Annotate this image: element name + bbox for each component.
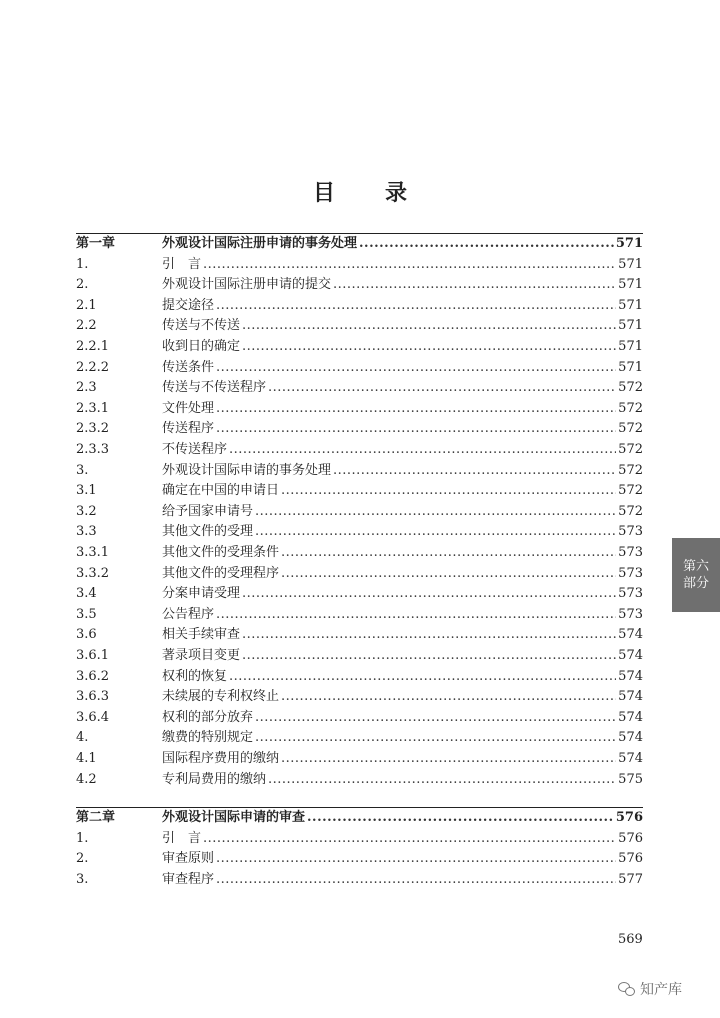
toc-row[interactable] <box>76 296 643 316</box>
toc-label: 外观设计国际注册申请的提交 <box>162 277 332 293</box>
toc-row[interactable] <box>76 378 643 398</box>
toc-label: 传送条件 <box>162 359 215 375</box>
toc-leader-dots <box>281 564 616 584</box>
toc-page-number: 573 <box>618 606 643 622</box>
toc-page-number: 571 <box>615 236 643 251</box>
toc-row[interactable] <box>76 255 643 275</box>
section-tab <box>672 538 720 612</box>
toc-number: 2.3.1 <box>76 400 110 416</box>
toc-label: 确定在中国的申请日 <box>162 483 280 499</box>
toc-leader-dots <box>281 543 616 563</box>
toc-row[interactable] <box>76 461 643 481</box>
toc-page-number: 574 <box>618 689 643 705</box>
toc-row[interactable] <box>76 337 643 357</box>
toc-number: 3.5 <box>76 606 97 622</box>
toc-page-number: 574 <box>618 751 643 766</box>
toc-chapter-row[interactable] <box>76 808 643 828</box>
toc-leader-dots <box>216 296 616 316</box>
toc-label: 分案申请受理 <box>162 586 241 602</box>
toc-label: 权利的部分放弃 <box>162 709 254 725</box>
toc-label: 未续展的专利权终止 <box>162 689 280 705</box>
toc-label: 公告程序 <box>162 606 215 622</box>
toc-page-number: 572 <box>618 483 643 499</box>
toc-label: 不传送程序 <box>162 442 228 457</box>
toc-page-number: 572 <box>618 380 643 396</box>
toc-number: 1. <box>76 256 89 272</box>
toc-row[interactable] <box>76 275 643 295</box>
toc-label: 传送与不传送 <box>162 318 241 334</box>
toc-number: 3.3 <box>76 524 97 540</box>
toc-leader-dots <box>203 255 616 275</box>
toc-leader-dots <box>333 461 616 481</box>
toc-number: 3. <box>76 871 89 887</box>
toc-label: 权利的恢复 <box>162 668 228 684</box>
toc-leader-dots <box>216 399 616 419</box>
page-title: 目 录 <box>312 180 421 206</box>
toc-number: 2. <box>76 851 89 867</box>
toc-page-number: 574 <box>618 730 643 746</box>
toc-leader-dots <box>307 808 614 828</box>
toc-row[interactable] <box>76 687 643 707</box>
toc-leader-dots <box>333 275 616 295</box>
toc-leader-dots <box>216 870 616 890</box>
toc-label: 引 言 <box>162 256 202 272</box>
toc-leader-dots <box>255 708 616 728</box>
toc-leader-dots <box>216 605 616 625</box>
toc-page-number: 573 <box>618 565 643 581</box>
toc-number: 3.2 <box>76 503 97 519</box>
toc-number: 3. <box>76 462 89 478</box>
toc-number: 3.1 <box>76 483 97 499</box>
toc-row[interactable] <box>76 829 643 849</box>
toc-number: 2.2.1 <box>76 339 110 354</box>
toc-leader-dots <box>229 440 616 460</box>
toc-row[interactable] <box>76 646 643 666</box>
toc-number: 3.3.1 <box>76 545 110 560</box>
toc-page-number: 572 <box>618 421 643 437</box>
toc-row[interactable] <box>76 419 643 439</box>
toc-page-number: 572 <box>618 400 643 416</box>
toc-leader-dots <box>242 584 616 604</box>
toc-label: 其他文件的受理 <box>162 524 254 540</box>
toc-leader-dots <box>242 646 616 666</box>
toc-page-number: 573 <box>618 545 643 560</box>
toc-row[interactable] <box>76 749 643 769</box>
toc-number: 2.3.3 <box>76 442 110 457</box>
toc-row[interactable] <box>76 870 643 890</box>
toc-number: 第二章 <box>76 810 116 825</box>
toc-page-number: 571 <box>618 297 643 313</box>
toc-number: 3.6.3 <box>76 689 110 705</box>
toc-leader-dots <box>216 849 616 869</box>
toc-label: 其他文件的受理条件 <box>162 545 280 560</box>
toc-page-number: 571 <box>618 277 643 293</box>
toc-page-number: 571 <box>618 339 643 354</box>
toc-row[interactable] <box>76 502 643 522</box>
toc-row[interactable] <box>76 605 643 625</box>
toc-row[interactable] <box>76 564 643 584</box>
toc-row[interactable] <box>76 770 643 790</box>
toc-page-number: 577 <box>618 871 643 887</box>
toc-leader-dots <box>242 316 616 336</box>
toc-row[interactable] <box>76 584 643 604</box>
toc-row[interactable] <box>76 316 643 336</box>
toc-label: 传送与不传送程序 <box>162 380 267 396</box>
toc-label: 缴费的特别规定 <box>162 730 254 746</box>
toc-leader-dots <box>229 667 616 687</box>
toc-row[interactable] <box>76 667 643 687</box>
toc-label: 相关手续审查 <box>162 627 241 643</box>
toc-number: 2.3 <box>76 380 97 396</box>
toc-row[interactable] <box>76 728 643 748</box>
toc-page-number: 576 <box>615 810 643 825</box>
toc-label: 给予国家申请号 <box>162 503 254 519</box>
toc-label: 引 言 <box>162 830 202 846</box>
toc-leader-dots <box>268 378 616 398</box>
toc-page-number: 572 <box>618 462 643 478</box>
toc-label: 著录项目变更 <box>162 648 241 663</box>
toc-page-number: 573 <box>618 524 643 540</box>
toc-number: 4. <box>76 730 89 746</box>
toc-number: 2.1 <box>76 297 97 313</box>
watermark <box>618 978 682 1000</box>
toc-leader-dots <box>281 481 616 501</box>
toc-label: 外观设计国际申请的事务处理 <box>162 462 332 478</box>
toc-row[interactable] <box>76 625 643 645</box>
toc-page-number: 574 <box>618 648 643 663</box>
toc-leader-dots <box>242 625 616 645</box>
toc-number: 3.6.1 <box>76 648 110 663</box>
toc-number: 2.3.2 <box>76 421 110 437</box>
toc-page-number: 574 <box>618 709 643 725</box>
toc-page-number: 572 <box>618 503 643 519</box>
toc-label: 外观设计国际注册申请的事务处理 <box>162 236 358 251</box>
toc-number: 3.6 <box>76 627 97 643</box>
wechat-icon <box>618 982 636 996</box>
toc-leader-dots <box>255 522 616 542</box>
section-tab-line: 第六 <box>682 559 709 574</box>
toc-label: 国际程序费用的缴纳 <box>162 751 280 766</box>
section-tab-line: 部分 <box>682 576 709 591</box>
toc-number: 3.6.2 <box>76 668 110 684</box>
toc-leader-dots <box>203 829 616 849</box>
toc-leader-dots <box>281 687 616 707</box>
toc-leader-dots <box>359 234 614 254</box>
watermark-text: 知产库 <box>640 982 682 998</box>
toc-number: 3.6.4 <box>76 709 110 725</box>
toc-number: 4.2 <box>76 771 97 787</box>
toc-label: 外观设计国际申请的审查 <box>162 810 306 825</box>
toc-leader-dots <box>216 358 616 378</box>
toc-page-number: 571 <box>618 359 643 375</box>
toc-row[interactable] <box>76 543 643 563</box>
toc-number: 2.2 <box>76 318 97 334</box>
toc-number: 3.3.2 <box>76 565 110 581</box>
toc-row[interactable] <box>76 440 643 460</box>
toc-row[interactable] <box>76 849 643 869</box>
toc-number: 3.4 <box>76 586 97 602</box>
toc-chapter-row[interactable] <box>76 234 643 254</box>
toc-page-number: 571 <box>618 256 643 272</box>
toc-page-number: 575 <box>618 771 643 787</box>
toc-number: 第一章 <box>76 236 116 251</box>
toc-row[interactable] <box>76 708 643 728</box>
toc-leader-dots <box>281 749 616 769</box>
toc-page-number: 572 <box>618 442 643 457</box>
toc-number: 4.1 <box>76 751 97 766</box>
toc-page-number: 574 <box>618 627 643 643</box>
toc-row[interactable] <box>76 481 643 501</box>
toc-number: 1. <box>76 830 89 846</box>
toc-leader-dots <box>216 419 616 439</box>
toc-row[interactable] <box>76 522 643 542</box>
toc-label: 其他文件的受理程序 <box>162 565 280 581</box>
toc-number: 2.2.2 <box>76 359 110 375</box>
toc-page-number: 573 <box>618 586 643 602</box>
toc-page-number: 576 <box>618 851 643 867</box>
toc-label: 审查原则 <box>162 851 215 867</box>
toc-page-number: 574 <box>618 668 643 684</box>
toc-label: 收到日的确定 <box>162 339 241 354</box>
toc-leader-dots <box>255 502 616 522</box>
toc-leader-dots <box>242 337 616 357</box>
page-number: 569 <box>618 932 643 947</box>
toc-number: 2. <box>76 277 89 293</box>
toc-page-number: 571 <box>618 318 643 334</box>
toc-row[interactable] <box>76 399 643 419</box>
toc-label: 传送程序 <box>162 421 215 437</box>
toc-row[interactable] <box>76 358 643 378</box>
toc-page-number: 576 <box>618 830 643 846</box>
toc-label: 提交途径 <box>162 297 215 313</box>
toc-label: 专利局费用的缴纳 <box>162 771 267 787</box>
toc-label: 文件处理 <box>162 400 215 416</box>
toc-leader-dots <box>268 770 616 790</box>
toc-label: 审查程序 <box>162 871 215 887</box>
toc-leader-dots <box>255 728 616 748</box>
